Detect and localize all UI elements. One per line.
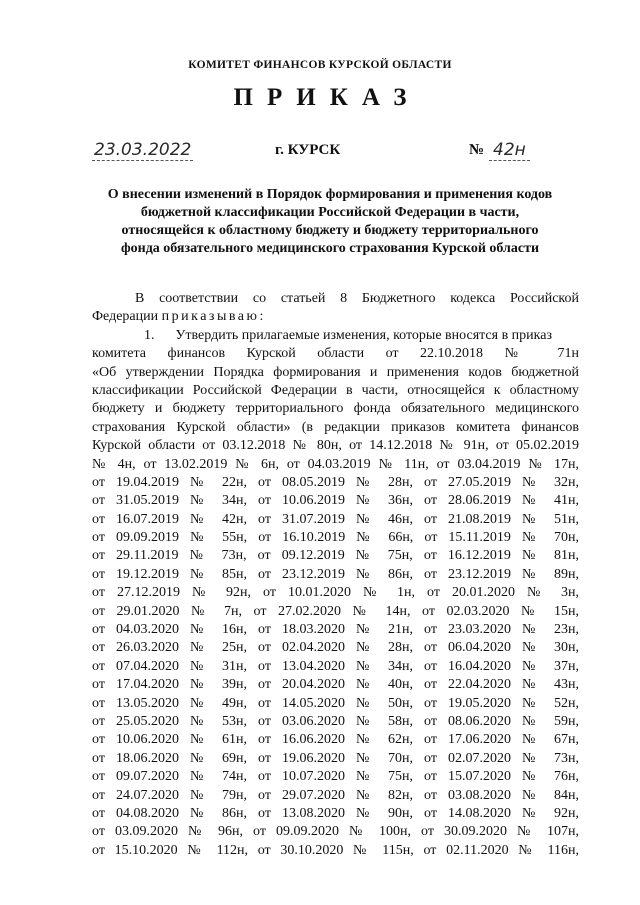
body-line: от 29.11.2019 № 73н, от 09.12.2019 № 75н, от 16.12.2019 № 81н, (92, 548, 579, 564)
heading-line: бюджетной классификации Российской Федерации в части, (140, 205, 520, 220)
body-line: Курской области от 03.12.2018 № 80н, от 14.12.2018 № 91н, от 05.02.2019 (92, 438, 579, 454)
body-line: от 16.07.2019 № 42н, от 31.07.2019 № 46н, от 21.08.2019 № 51н, (92, 511, 579, 527)
committee-name: КОМИТЕТ ФИНАНСОВ КУРСКОЙ ОБЛАСТИ (188, 59, 452, 71)
body-line: от 13.05.2020 № 49н, от 14.05.2020 № 50н, от 19.05.2020 № 52н, (92, 695, 579, 711)
item-1-line: 1. Утвердить прилагаемые изменения, которые вносятся в приказ (144, 327, 553, 343)
intro-text: Федерации (92, 309, 162, 325)
body-line: от 19.12.2019 № 85н, от 23.12.2019 № 86н, от 23.12.2019 № 89н, (92, 566, 579, 582)
body-line: от 31.05.2019 № 34н, от 10.06.2019 № 36н, от 28.06.2019 № 41н, (92, 493, 579, 509)
body-line: от 15.10.2020 № 112н, от 30.10.2020 № 115н, от 02.11.2020 № 116н, (92, 842, 579, 858)
body-line: от 03.09.2020 № 96н, от 09.09.2020 № 100н, от 30.09.2020 № 107н, (92, 824, 579, 840)
body-line: от 04.08.2020 № 86н, от 13.08.2020 № 90н, от 14.08.2020 № 92н, (92, 805, 579, 821)
body-line: бюджету и бюджету территориального фонда обязательного медицинского (92, 401, 579, 417)
body-line: от 09.07.2020 № 74н, от 10.07.2020 № 75н, от 15.07.2020 № 76н, (92, 769, 579, 785)
order-number-label: № (469, 142, 485, 158)
body-line: от 18.06.2020 № 69н, от 19.06.2020 № 70н, от 02.07.2020 № 73н, (92, 750, 579, 766)
intro-line: В соответствии со статьей 8 Бюджетного кодекса Российской (135, 291, 579, 306)
document-body (92, 290, 579, 860)
body-line: от 07.04.2020 № 31н, от 13.04.2020 № 34н, от 16.04.2020 № 37н, (92, 658, 579, 674)
body-line: комитета финансов Курской области от 22.10.2018 № 71н (92, 346, 579, 362)
body-line: от 27.12.2019 № 92н, от 10.01.2020 № 1н, от 20.01.2020 № 3н, (92, 585, 579, 601)
body-line: от 04.03.2020 № 16н, от 18.03.2020 № 21н, от 23.03.2020 № 23н, (92, 622, 579, 638)
body-line: страхования Курской области» (в редакции приказов комитета финансов (92, 419, 579, 435)
body-line: от 09.09.2019 № 55н, от 16.10.2019 № 66н, от 15.11.2019 № 70н, (92, 530, 579, 546)
heading-line: О внесении изменений в Порядок формирования и применения кодов (107, 187, 553, 202)
body-line: «Об утверждении Порядка формирования и применения кодов бюджетной (92, 364, 579, 380)
body-line: от 26.03.2020 № 25н, от 02.04.2020 № 28н, от 06.04.2020 № 30н, (92, 640, 579, 656)
intro-line (92, 308, 579, 326)
body-line: от 19.04.2019 № 22н, от 08.05.2019 № 28н, от 27.05.2019 № 32н, (92, 474, 579, 490)
order-date: 23.03.2022 (94, 140, 192, 160)
body-line: от 10.06.2020 № 61н, от 16.06.2020 № 62н, от 17.06.2020 № 67н, (92, 732, 579, 748)
order-city: г. КУРСК (275, 142, 341, 158)
heading-line: фонда обязательного медицинского страхования Курской области (120, 241, 540, 256)
heading-line: относящейся к областному бюджету и бюджету территориального (121, 223, 539, 238)
order-number: 42н (489, 140, 530, 161)
body-line: № 4н, от 13.02.2019 № 6н, от 04.03.2019 № 11н, от 03.04.2019 № 17н, (92, 456, 579, 472)
document-heading (80, 186, 580, 258)
body-line: от 29.01.2020 № 7н, от 27.02.2020 № 14н, от 02.03.2020 № 15н, (92, 603, 579, 619)
body-line: от 24.07.2020 № 79н, от 29.07.2020 № 82н, от 03.08.2020 № 84н, (92, 787, 579, 803)
order-title: ПРИКАЗ (233, 84, 421, 111)
order-meta-row (0, 140, 640, 166)
body-lines (92, 345, 579, 860)
decree-word: приказываю: (161, 309, 266, 325)
body-line: от 25.05.2020 № 53н, от 03.06.2020 № 58н, от 08.06.2020 № 59н, (92, 713, 579, 729)
body-line: классификации Российской Федерации в части, относящейся к областному (92, 382, 579, 398)
body-line: от 17.04.2020 № 39н, от 20.04.2020 № 40н, от 22.04.2020 № 43н, (92, 677, 579, 693)
